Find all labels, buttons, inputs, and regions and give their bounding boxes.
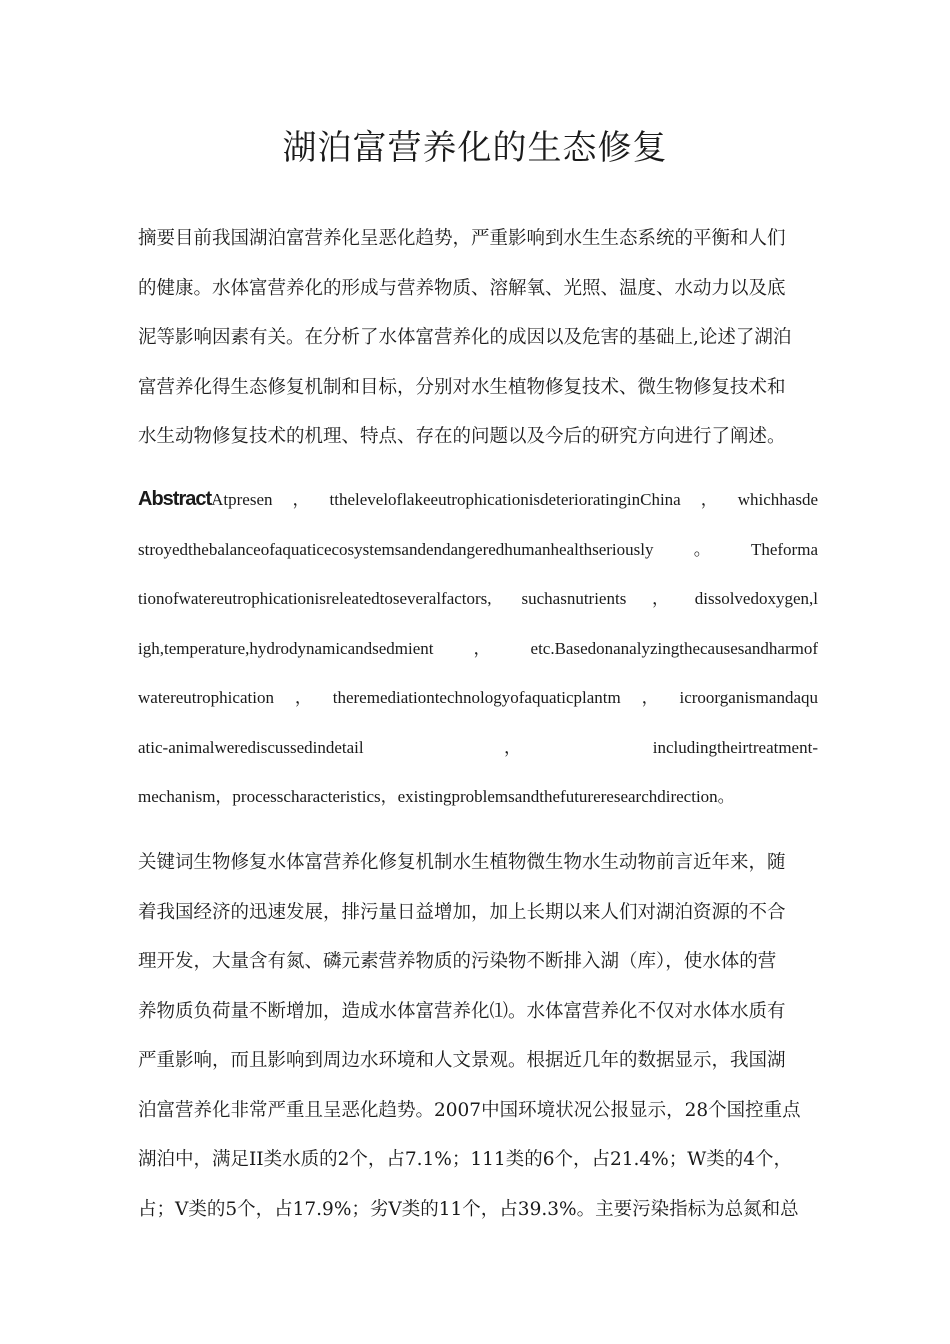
abstract-en-line: stroyedthebalanceofaquaticecosystemsandendangeredhumanhealthseriously。Theforma: [138, 539, 818, 559]
document-title: 湖泊富营养化的生态修复: [282, 128, 668, 168]
body-line: 占；V类的5个，占17.9%；劣V类的11个，占39.3%。主要污染指标为总氮和总: [138, 1198, 799, 1220]
abstract-label: Abstract: [138, 488, 212, 510]
body-line: 严重影响，而且影响到周边水环境和人文景观。根据近几年的数据显示，我国湖: [138, 1050, 786, 1071]
body-line: 理开发，大量含有氮、磷元素营养物质的污染物不断排入湖（库），使水体的营: [138, 951, 777, 972]
abstract-cn-line: 泥等影响因素有关。在分析了水体富营养化的成因以及危害的基础上,论述了湖泊: [138, 327, 792, 348]
abstract-en-line: tionofwatereutrophicationisreleatedtoseveralfactors, suchasnutrients，dissolvedoxygen,l: [138, 589, 818, 608]
chinese-abstract: [138, 214, 818, 462]
abstract-cn-line: 富营养化得生态修复机制和目标，分别对水生植物修复技术、微生物修复技术和: [138, 376, 786, 398]
abstract-cn-line: 摘要目前我国湖泊富营养化呈恶化趋势，严重影响到水生生态系统的平衡和人们: [138, 228, 786, 249]
abstract-en-line: mechanism，processcharacteristics，existingproblemsandthefutureresearchdirection。: [138, 787, 735, 806]
abstract-en-line: igh,temperature,hydrodynamicandsedmient，etc.Basedonanalyzingthecausesandharmof: [138, 638, 818, 658]
abstract-cn-line: 的健康。水体富营养化的形成与营养物质、溶解氧、光照、温度、水动力以及底: [138, 277, 786, 299]
body-line: 着我国经济的迅速发展，排污量日益增加，加上长期以来人们对湖泊资源的不合: [138, 901, 786, 923]
abstract-cn-line: 水生动物修复技术的机理、特点、存在的问题以及今后的研究方向进行了阐述。: [138, 426, 786, 447]
body-line: 泊富营养化非常严重且呈恶化趋势。2007中国环境状况公报显示，28个国控重点: [138, 1099, 801, 1121]
body-line: 关键词生物修复水体富营养化修复机制水生植物微生物水生动物前言近年来，随: [138, 852, 786, 873]
english-abstract: [138, 475, 818, 822]
body-line: 湖泊中，满足II类水质的2个，占7.1%；111类的6个，占21.4%；W类的4个，: [138, 1149, 793, 1170]
abstract-en-line: atic-animalwerediscussedindetail ， includingtheirtreatment-: [138, 737, 818, 757]
body-line: 养物质负荷量不断增加，造成水体富营养化⑴。水体富营养化不仅对水体水质有: [138, 1000, 786, 1022]
abstract-en-line: [138, 475, 818, 525]
abstract-en-line: watereutrophication，theremediationtechnologyofaquaticplantm，icroorganismandaqu: [138, 688, 818, 707]
body-text: [138, 838, 818, 1234]
abstract-en-first-text: Atpresen，ttheleveloflakeeutrophicationisdeterioratinginChina，whichhasde: [211, 490, 818, 509]
